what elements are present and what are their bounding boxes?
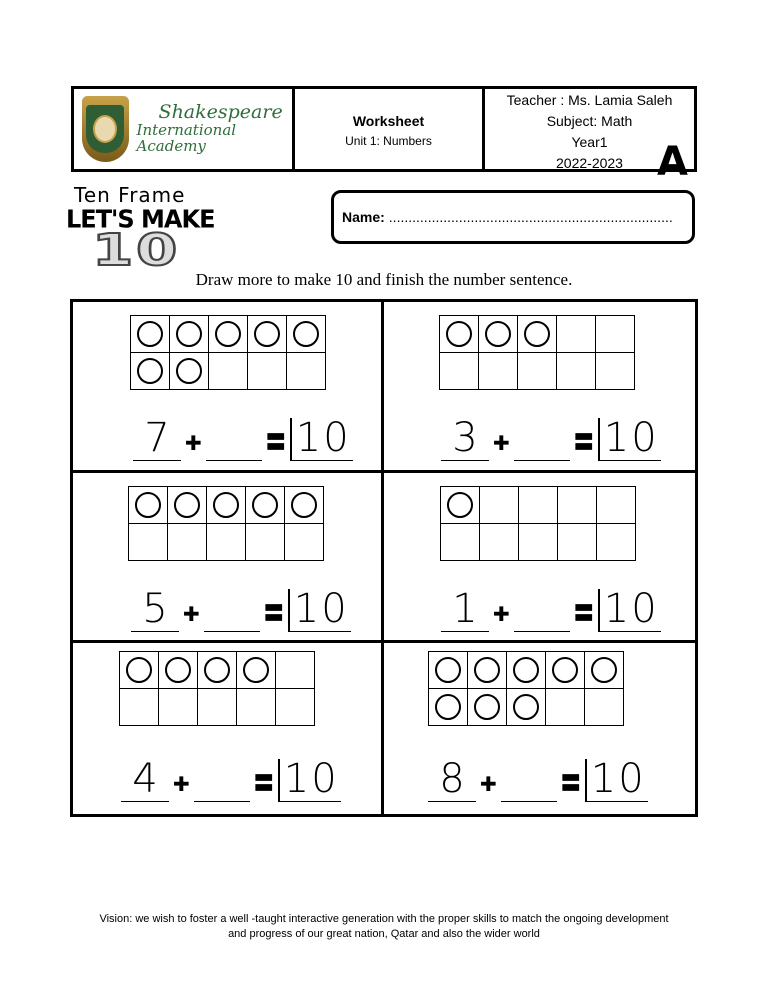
ten-frame-box[interactable] [159,652,198,689]
ten-frame-box[interactable] [507,652,546,689]
total-number: 10 [278,759,341,802]
ten-frame-box[interactable] [120,689,159,726]
ten-frame-box[interactable] [170,316,209,353]
ten-frame-box[interactable] [237,652,276,689]
teacher-name: Teacher : Ms. Lamia Saleh [506,92,673,108]
plus-icon: ✚ [173,772,190,797]
header-table [71,86,697,185]
name-field[interactable] [331,190,695,244]
ten-frame-title: Ten Frame [74,183,186,207]
counter-circle-icon [176,321,202,347]
plus-icon: ✚ [183,601,200,626]
ten-frame-box[interactable] [198,652,237,689]
grade-letter: A [657,139,688,185]
addend-number: 4 [121,759,169,802]
worksheet-cell [295,89,485,169]
ten-frame-box[interactable] [441,523,480,560]
ten-frame-box[interactable] [519,486,558,523]
equals-icon: 〓 [560,771,581,796]
total-number: 10 [598,589,661,632]
ten-frame-box[interactable] [429,652,468,689]
counter-circle-icon [293,321,319,347]
addend-number: 5 [131,589,179,632]
counter-circle-icon [474,657,500,683]
school-name: Shakespeare International Academy [136,101,283,155]
ten-title: 10 [92,225,181,276]
footer-vision: Vision: we wish to foster a well -taught interactive generation with the proper skills to match the ongoing development and progress of our great nation, Qatar and also the wider world [99,913,669,940]
ten-frame-box[interactable] [597,523,636,560]
counter-circle-icon [213,492,239,518]
ten-frame-box[interactable] [287,353,326,390]
ten-frame-box[interactable] [557,353,596,390]
counter-circle-icon [252,492,278,518]
counter-circle-icon [474,694,500,720]
ten-frame [428,651,624,726]
ten-frame-box[interactable] [285,486,324,523]
ten-frame-box[interactable] [440,316,479,353]
answer-blank[interactable] [514,591,570,632]
answer-blank[interactable] [206,420,262,461]
ten-frame [439,315,635,390]
problem-cell [384,473,695,644]
counter-circle-icon [552,657,578,683]
ten-frame-box[interactable] [131,316,170,353]
number-sentence [133,415,353,461]
addend-number: 3 [441,418,489,461]
teacher-cell [485,89,694,185]
ten-frame-box[interactable] [248,353,287,390]
plus-icon: ✚ [493,431,510,455]
equals-icon: 〓 [263,600,284,625]
number-sentence [441,585,661,632]
number-sentence [121,756,341,803]
ten-frame-box[interactable] [248,316,287,353]
ten-frame-box[interactable] [159,689,198,726]
counter-circle-icon [524,321,550,347]
ten-frame-box[interactable] [246,486,285,523]
counter-circle-icon [447,492,473,518]
counter-circle-icon [176,358,202,384]
ten-frame [119,651,315,726]
plus-icon: ✚ [480,772,497,797]
counter-circle-icon [243,657,269,683]
counter-circle-icon [513,657,539,683]
lets-make-title: LET'S MAKE [66,204,215,234]
total-number: 10 [288,589,351,632]
counter-circle-icon [485,321,511,347]
ten-frame-box[interactable] [198,689,237,726]
ten-frame-box[interactable] [596,353,635,390]
counter-circle-icon [435,657,461,683]
ten-frame-box[interactable] [276,652,315,689]
name-label: Name: [342,209,385,225]
school-year: 2022-2023 [556,155,623,171]
counter-circle-icon [174,492,200,518]
equals-icon: 〓 [253,771,274,796]
ten-frame-box[interactable] [207,486,246,523]
plus-icon: ✚ [185,431,202,455]
ten-frame-box[interactable] [237,689,276,726]
ten-frame-box[interactable] [285,523,324,560]
addend-number: 1 [441,589,489,632]
counter-circle-icon [435,694,461,720]
counter-circle-icon [126,657,152,683]
ten-frame-box[interactable] [507,689,546,726]
ten-frame [440,486,636,561]
counter-circle-icon [204,657,230,683]
answer-blank[interactable] [514,420,570,461]
worksheet-title: Worksheet [352,113,425,129]
year-label: Year1 [571,134,608,150]
ten-frame-box[interactable] [480,486,519,523]
ten-frame-box[interactable] [120,652,159,689]
problem-cell [73,473,384,644]
ten-frame-box[interactable] [246,523,285,560]
school-logo-cell [74,89,295,169]
problem-cell [73,302,384,473]
problem-cell [384,643,695,814]
ten-frame-box[interactable] [209,316,248,353]
problem-cell [384,302,695,473]
ten-frame-box[interactable] [209,353,248,390]
ten-frame-box[interactable] [518,316,557,353]
ten-frame-box[interactable] [519,523,558,560]
counter-circle-icon [291,492,317,518]
ten-frame-box[interactable] [596,316,635,353]
number-sentence [441,415,661,461]
ten-frame-box[interactable] [480,523,519,560]
ten-frame-box[interactable] [429,689,468,726]
ten-frame-box[interactable] [468,689,507,726]
ten-frame-box[interactable] [170,353,209,390]
addend-number: 8 [428,759,476,802]
name-dots: ......................................................................... [388,209,673,225]
ten-frame-box[interactable] [131,353,170,390]
counter-circle-icon [135,492,161,518]
ten-frame-box[interactable] [207,523,246,560]
ten-frame-box[interactable] [479,353,518,390]
counter-circle-icon [254,321,280,347]
counter-circle-icon [165,657,191,683]
counter-circle-icon [446,321,472,347]
answer-blank[interactable] [501,761,557,802]
ten-frame-box[interactable] [479,316,518,353]
ten-frame-box[interactable] [468,652,507,689]
equals-icon: 〓 [265,430,286,454]
plus-icon: ✚ [493,601,510,626]
ten-frame-box[interactable] [440,353,479,390]
equals-icon: 〓 [573,600,594,625]
counter-circle-icon [137,358,163,384]
addend-number: 7 [133,418,181,461]
ten-frame-box[interactable] [441,486,480,523]
ten-frame-box[interactable] [287,316,326,353]
ten-frame-box[interactable] [518,353,557,390]
ten-frame-box[interactable] [585,689,624,726]
counter-circle-icon [137,321,163,347]
number-sentence [131,585,351,632]
ten-frame-box[interactable] [168,486,207,523]
problem-grid [70,299,698,817]
problem-cell [73,643,384,814]
ten-frame-box[interactable] [168,523,207,560]
unit-label: Unit 1: Numbers [345,134,432,148]
total-number: 10 [585,759,648,802]
counter-circle-icon [513,694,539,720]
subject-label: Subject: Math [546,113,633,129]
ten-frame-box[interactable] [557,316,596,353]
answer-blank[interactable] [204,591,260,632]
ten-frame-box[interactable] [129,486,168,523]
ten-frame-box[interactable] [129,523,168,560]
ten-frame-box[interactable] [597,486,636,523]
school-crest-icon [82,96,129,162]
instruction: Draw more to make 10 and finish the number sentence. [195,270,573,289]
ten-frame-box[interactable] [585,652,624,689]
equals-icon: 〓 [573,430,594,454]
total-number: 10 [598,418,661,461]
ten-frame [128,486,324,561]
ten-frame-box[interactable] [546,652,585,689]
total-number: 10 [290,418,353,461]
ten-frame-box[interactable] [276,689,315,726]
ten-frame-box[interactable] [558,523,597,560]
ten-frame-box[interactable] [558,486,597,523]
ten-frame [130,315,326,390]
counter-circle-icon [215,321,241,347]
ten-frame-box[interactable] [546,689,585,726]
counter-circle-icon [591,657,617,683]
answer-blank[interactable] [194,761,250,802]
number-sentence [428,756,648,803]
